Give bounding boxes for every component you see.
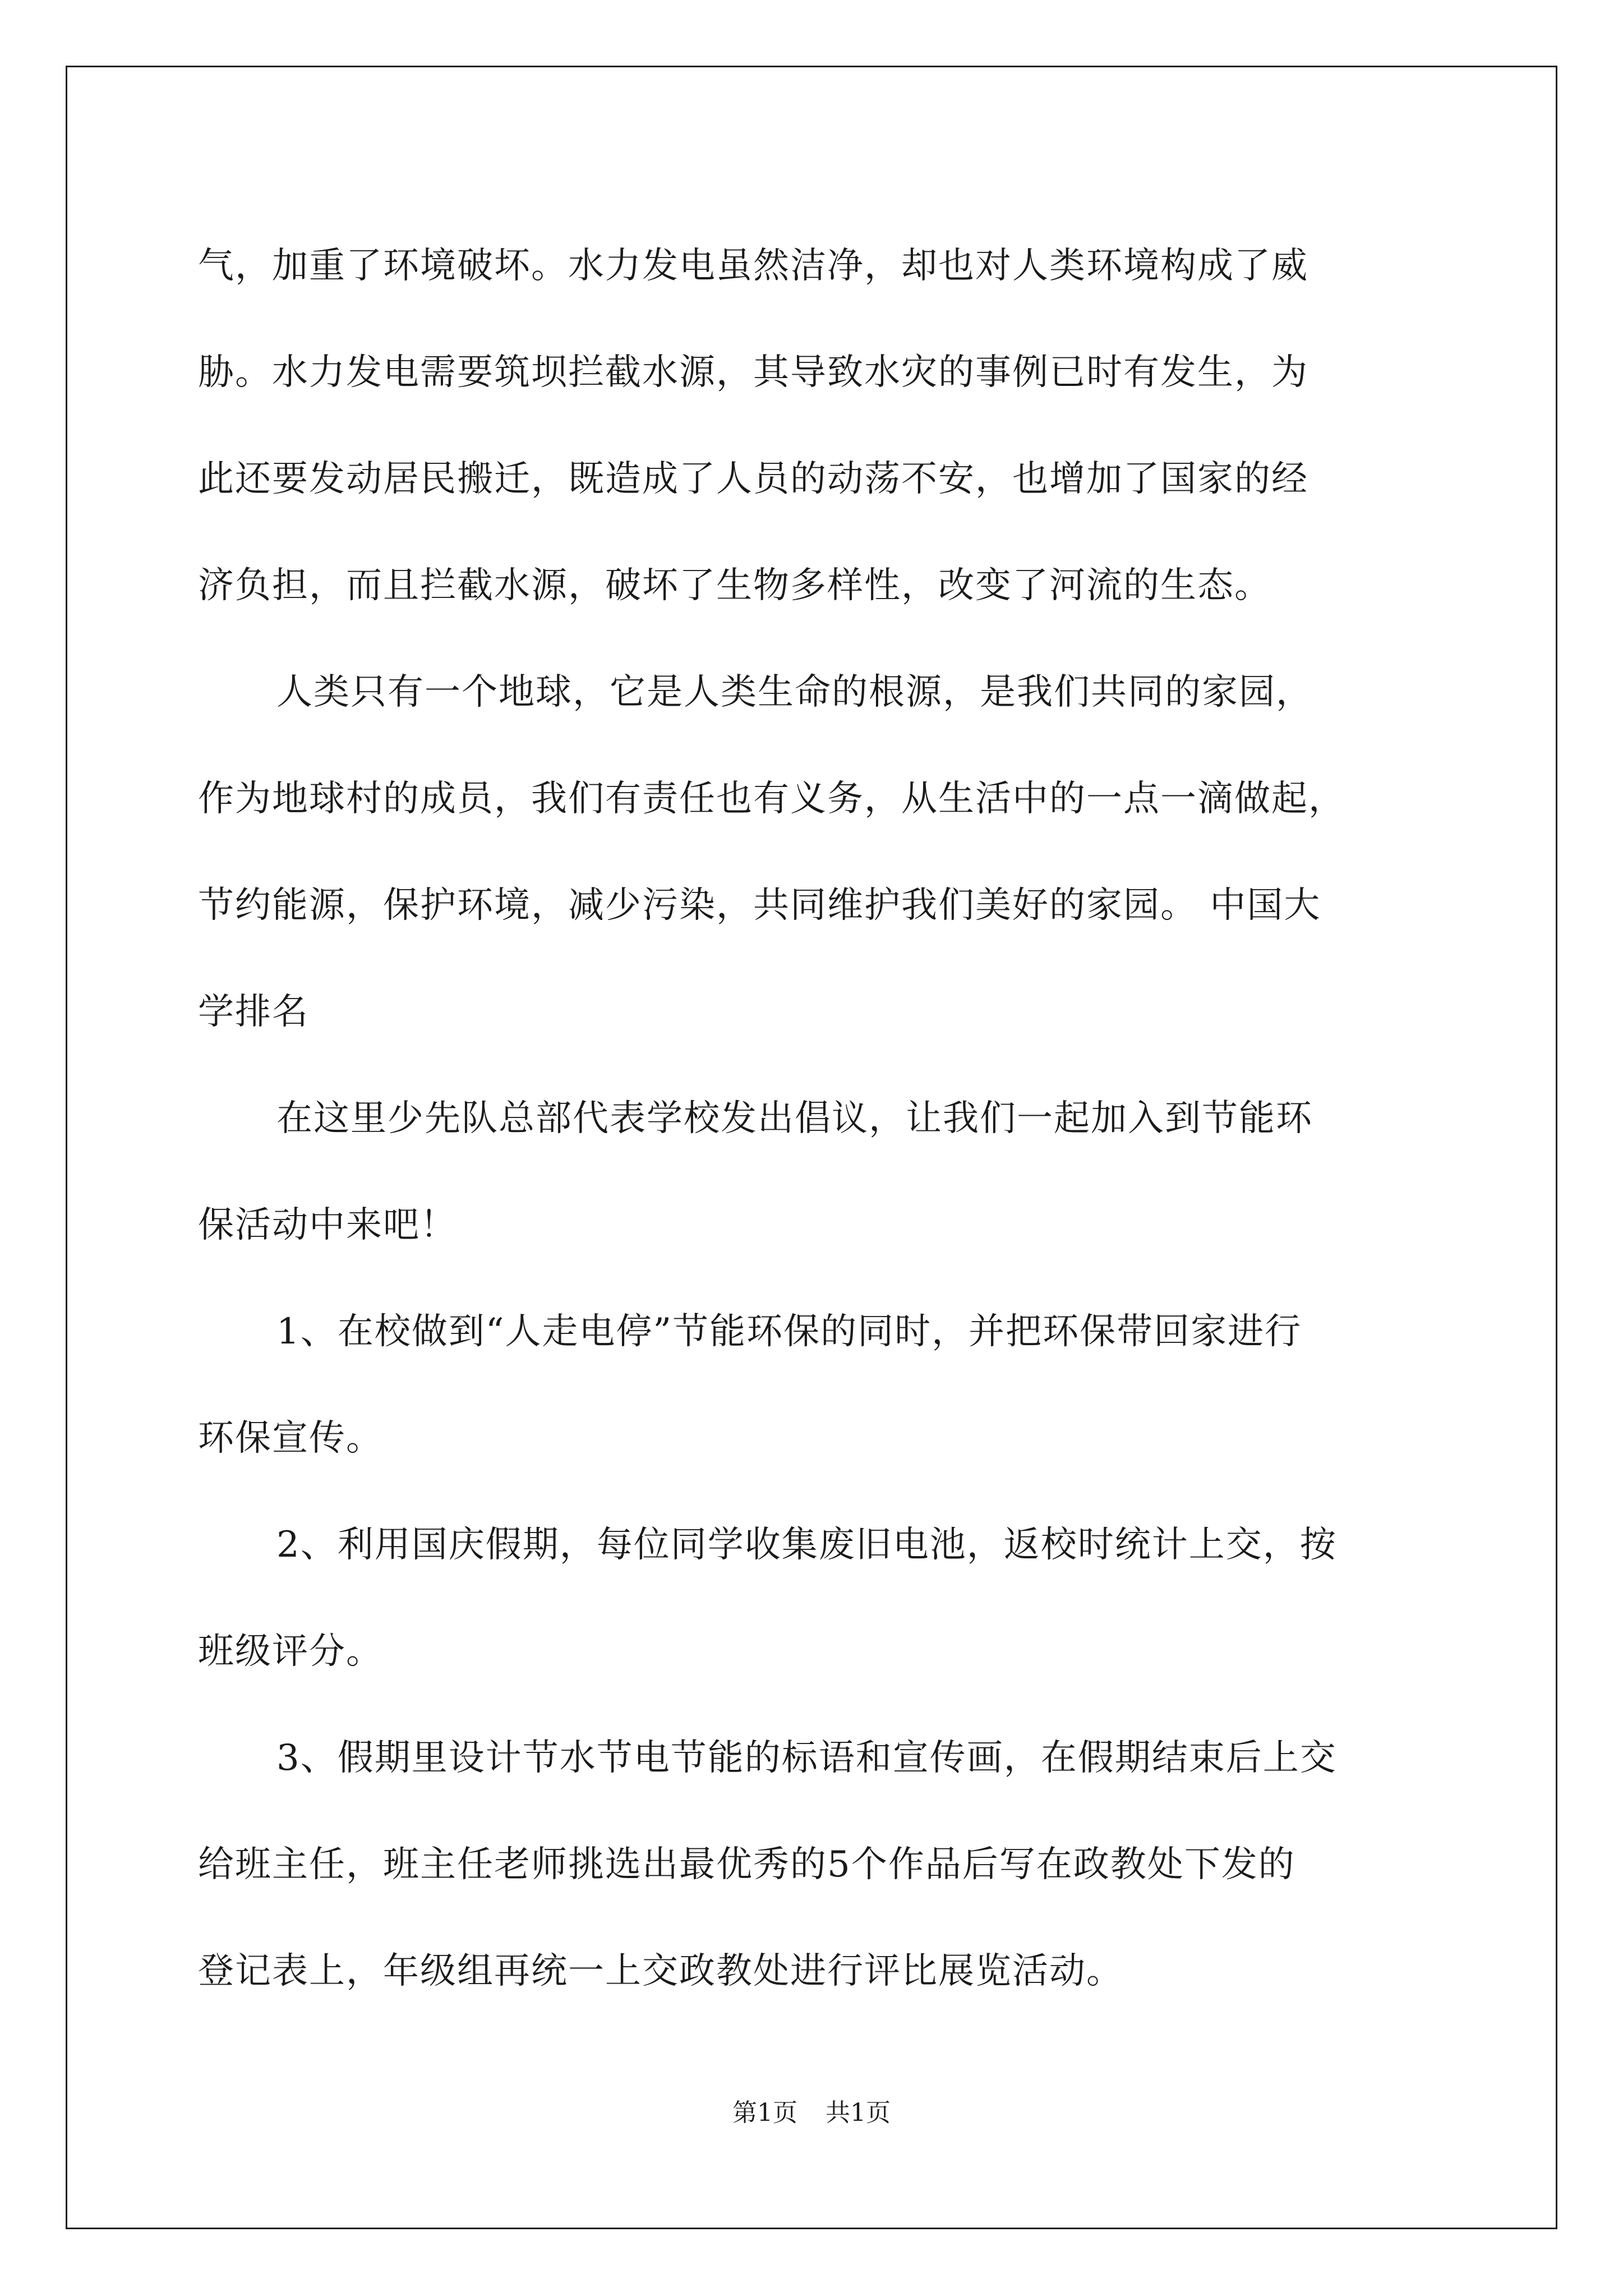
text-line: 此还要发动居民搬迁，既造成了人员的动荡不安，也增加了国家的经	[198, 458, 1308, 500]
text-line: 人类只有一个地球，它是人类生命的根源，是我们共同的家园，	[276, 671, 1313, 713]
text-line: 在这里少先队总部代表学校发出倡议，让我们一起加入到节能环	[276, 1098, 1313, 1139]
text-line: 给班主任，班主任老师挑选出最优秀的5个作品后写在政教处下发的	[198, 1844, 1295, 1885]
text-line: 作为地球村的成员，我们有责任也有义务，从生活中的一点一滴做起，	[198, 778, 1345, 820]
page-number-total: 共1页	[826, 2099, 891, 2127]
text-line: 节约能源，保护环境，减少污染，共同维护我们美好的家园。 中国大	[198, 885, 1321, 926]
text-line: 济负担，而且拦截水源，破坏了生物多样性，改变了河流的生态。	[198, 565, 1271, 606]
text-line: 3、假期里设计节水节电节能的标语和宣传画，在假期结束后上交	[276, 1737, 1337, 1779]
text-line: 学排名	[198, 991, 309, 1033]
text-line: 登记表上，年级组再统一上交政教处进行评比展览活动。	[198, 1950, 1123, 1992]
text-line: 保活动中来吧！	[198, 1204, 457, 1246]
text-line: 1、在校做到“人走电停”节能环保的同时，并把环保带回家进行	[276, 1311, 1302, 1352]
document-body	[198, 213, 1432, 2024]
page-footer	[0, 2092, 1623, 2128]
text-line: 班级评分。	[198, 1631, 383, 1672]
text-line: 气，加重了环境破坏。水力发电虽然洁净，却也对人类环境构成了威	[198, 245, 1308, 287]
text-line: 环保宣传。	[198, 1418, 383, 1459]
page-number-current: 第1页	[732, 2099, 797, 2127]
text-line: 2、利用国庆假期，每位同学收集废旧电池，返校时统计上交，按	[276, 1524, 1337, 1566]
text-line: 胁。水力发电需要筑坝拦截水源，其导致水灾的事例已时有发生，为	[198, 352, 1308, 393]
